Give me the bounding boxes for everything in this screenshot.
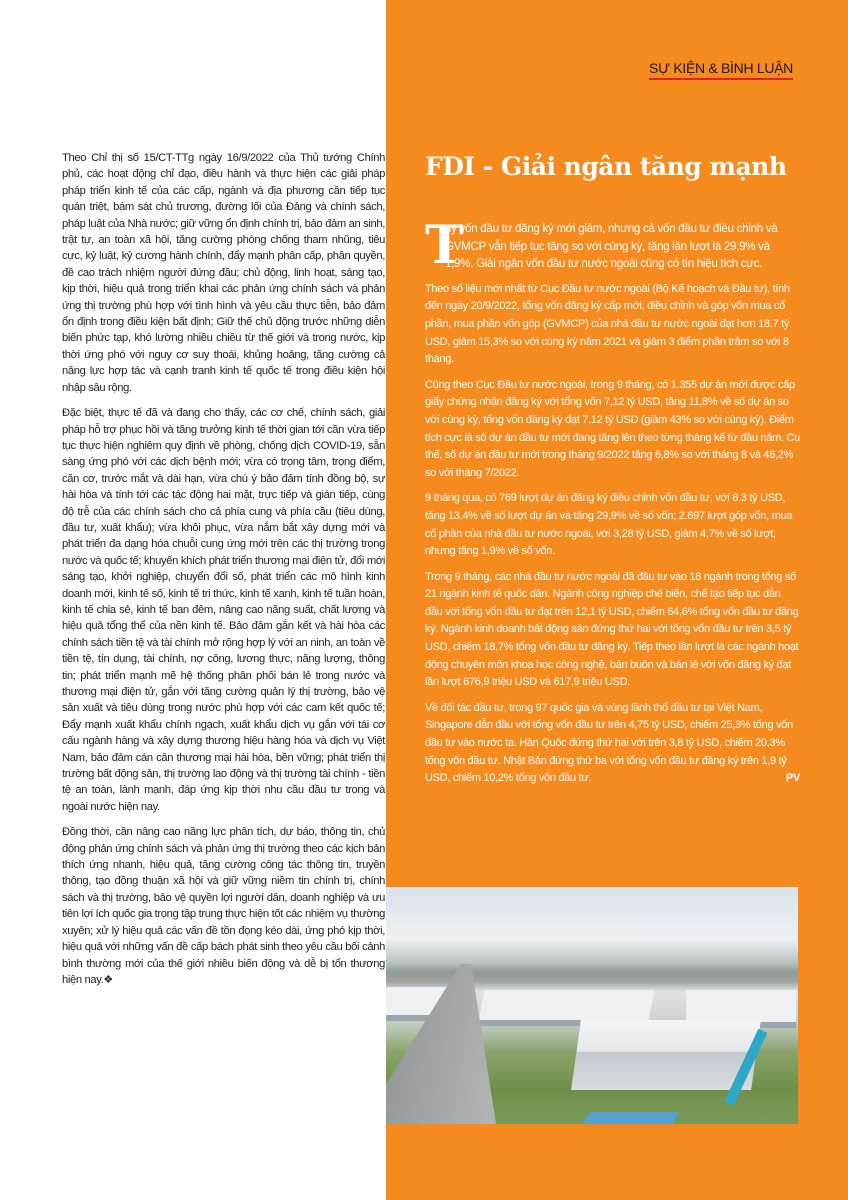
article-lede	[425, 215, 800, 276]
article-body	[425, 215, 801, 796]
article-paragraph: Trong 9 tháng, các nhà đầu tư nước ngoài đã đầu tư vào 18 ngành trong tổng số 21 ngành kinh tế quốc dân. Ngành công nghiệp chế biến, chế tạo tiếp tục dẫn đầu với tổng vốn đầu tư đạt trên 12,1 tỷ USD, chiếm 64,6% tổng vốn đầu tư đăng ký. Ngành kinh doanh bất động sản đứng thứ hai với tổng vốn đầu tư trên 3,5 tỷ USD, chiếm 18,7% tổng vốn đầu tư đăng ký. Tiếp theo lần lượt là các ngành hoạt động chuyên môn khoa học công nghệ, bán buôn và bán lẻ với vốn đăng ký đạt lần lượt 676,9 triệu USD và 617,9 triệu USD.	[425, 570, 799, 689]
main-factory-building	[571, 1020, 761, 1090]
left-paragraph: Đồng thời, cần nâng cao năng lực phân tích, dự báo, thông tin, chủ động phản ứng chính sách và phản ứng thị trường theo các kịch bản thích ứng nhanh, hiệu quả, tăng cường công tác thông tin, truyền thông, tạo đồng thuận xã hội và giữ vững niềm tin chính trị, chính sách và thị trường, bảo vệ quyền lợi người dân, doanh nghiệp và ưu tiên lợi ích quốc gia trọng tập trung thực hiện tốt các nhiệm vụ thường xuyên; xử lý hiệu quả các vấn đề tồn đọng kéo dài, ứng phó kịp thời, hiệu quả với những vấn đề cấp bách phát sinh theo yêu cầu bối cảnh bình thường mới của thế giới nhiều biến động và dễ bị tổn thương hiện nay.❖	[62, 826, 385, 986]
article-paragraph-last	[425, 700, 800, 788]
left-paragraph: Theo Chỉ thị số 15/CT-TTg ngày 16/9/2022 của Thủ tướng Chính phủ, các hoạt động chỉ đạo, điều hành và thực hiện các giải pháp pháp triển kinh tế của các cấp, ngành và địa phương cần tiếp tục quán triệt, bám sát chủ trương, đường lối của Đảng và chính sách, pháp luật của Nhà nước; giữ vững ổn định chính trị, bảo đảm an sinh, trật tự, an toàn xã hội, tăng cường phòng chống tham nhũng, tiêu cực, kỷ luật, kỷ cương hành chính, đẩy mạnh phân cấp, phân quyền, đề cao trách nhiệm người đứng đầu; chủ động, linh hoạt, sáng tạo, kịp thời, hiệu quả trong triển khai các phản ứng chính sách và phản ứng thị trường phù hợp với tình hình và yêu cầu thực tiễn, bảo đảm ổn định trong điều kiện bất định; Giữ thế chủ động trước những diễn biến phức tạp, khó lường nhiều chiều từ thế giới và trong nước, kịp thời ứng phó với nguy cơ suy thoái, khủng hoảng, tăng cường cả năng lực hợp tác và cạnh tranh kinh tế quốc tế trong điều kiện hội nhập sâu rộng.	[62, 152, 385, 394]
article-paragraph: Theo số liệu mới nhất từ Cục Đầu tư nước ngoài (Bộ Kế hoạch và Đầu tư), tính đến ngày 20/9/2022, tổng vốn đăng ký cấp mới, điều chỉnh và góp vốn mua cổ phần, mua phần vốn góp (GVMCP) của nhà đầu tư nước ngoài đạt hơn 18,7 tỷ USD, giảm 15,3% so với cùng kỳ năm 2021 và giảm 3 điểm phần trăm so với 8 tháng.	[425, 282, 790, 366]
article-title: FDI - Giải ngân tăng mạnh	[425, 152, 787, 181]
article-paragraph: Cũng theo Cục Đầu tư nước ngoài, trong 9 tháng, có 1.355 dự án mới được cấp giấy chứng nhận đăng ký với tổng vốn 7,12 tỷ USD, tăng 11,8% về số dự án so với cùng kỳ, tổng vốn đăng ký đạt 7,12 tỷ USD (giảm 43% so với cùng kỳ). Điểm tích cực là số dự án đầu tư mới đang tăng lên theo từng tháng kể từ đầu năm. Cụ thể, số dự án đầu tư mới trong tháng 9/2022 tăng 6,8% so với tháng 8 và 46,2% so với tháng 7/2022.	[425, 378, 801, 479]
article-paragraph: Về đối tác đầu tư, trong 97 quốc gia và vùng lãnh thổ đầu tư tại Việt Nam, Singapore dẫn đầu với tổng vốn đầu tư trên 4,75 tỷ USD, chiếm 25,3% tổng vốn đầu tư vào nước ta. Hàn Quốc đứng thứ hai với trên 3,8 tỷ USD, chiếm 20,3% tổng vốn đầu tư. Nhật Bản đứng thứ ba với tổng vốn đầu tư đăng ký trên 1,9 tỷ USD, chiếm 10,2% tổng vốn đầu tư.	[425, 701, 793, 785]
glass-canopy	[572, 1112, 679, 1124]
lede-text: uy vốn đầu tư đăng ký mới giảm, nhưng cả vốn đầu tư điều chỉnh và GVMCP vẫn tiếp tục tăng so với cùng kỳ, tăng lần lượt là 29,9% và 1,9%. Giải ngân vốn đầu tư nước ngoài cũng có tín hiệu tích cực.	[445, 222, 778, 271]
author-signature: PV	[785, 772, 800, 785]
left-paragraph: Đặc biệt, thực tế đã và đang cho thấy, các cơ chế, chính sách, giải pháp hỗ trợ phục hồi và tăng trưởng kinh tế thời gian tới cần vừa tiếp tục thực hiện nghiêm quy định về phòng, chống dịch COVID-19, sẵn sàng ứng phó với các dịch bệnh mới; vừa có trọng tâm, trọng điểm, căn cơ, trước mắt và dài hạn, vừa chú ý bảo đảm tính đồng bộ, sự hài hòa và tính tới các tác động hai mặt, trực tiếp và gián tiếp, cùng độ trễ của các chính sách cho cả phía cung và phía cầu (tiêu dùng, đầu tư, xuất khẩu); vừa khôi phục, vừa nắm bắt xây dựng mới và phát triển đa dạng hóa chuỗi cung ứng mới trên các thị trường trong nước và quốc tế; khuyến khích phát triển thương mại điện tử, đổi mới sáng tạo, khởi nghiệp, chuyển đổi số, phát triển các mô hình kinh doanh mới, kinh tế số, kinh tế tri thức, kinh tế xanh, kinh tế tuần hoàn, kinh tế chia sẻ, kinh tế ban đêm, nâng cao năng suất, chất lượng và hiệu quả tổng thể của nền kinh tế. Bảo đảm gắn kết và hài hòa các chính sách tiền tệ và tài chính mở rộng hợp lý với an ninh, an toàn về tiền tệ, tín dụng, tài chính, nợ công, lương thực, năng lượng, thông tin; phát triển mạnh mẽ hệ thống phân phối bán lẻ trong nước và thương mại điện tử, gắn với tăng cường quản lý thị trường, bảo vệ sản xuất và tiêu dùng trong nước phù hợp với các cam kết quốc tế; Đẩy mạnh xuất khẩu chính ngạch, xuất khẩu dịch vụ gắn với tái cơ cấu ngành hàng và xây dựng thương hiệu hàng hóa và dịch vụ Việt Nam, bảo đảm cán cân thương mại hài hòa, bền vững; phát triển thị trường bất động sản, thị trường lao động và thị trường tài chính - tiền tệ an toàn, lành mạnh, đáp ứng kịp thời nhu cầu đầu tư trong và ngoài nước hiện nay.	[62, 407, 385, 813]
industrial-park-photo	[386, 887, 798, 1124]
article-paragraph: 9 tháng qua, có 769 lượt dự án đăng ký điều chỉnh vốn đầu tư, với 8,3 tỷ USD, tăng 13,4% về số lượt dự án và tăng 29,9% về số vốn; 2.697 lượt góp vốn, mua cổ phần của nhà đầu tư nước ngoài, với 3,28 tỷ USD, giảm 4,7% về số lượt, nhưng tăng 1,9% về số vốn.	[425, 492, 793, 558]
section-label: SỰ KIỆN & BÌNH LUẬN	[649, 60, 793, 80]
left-column	[62, 150, 385, 997]
drop-cap: T	[425, 215, 464, 276]
